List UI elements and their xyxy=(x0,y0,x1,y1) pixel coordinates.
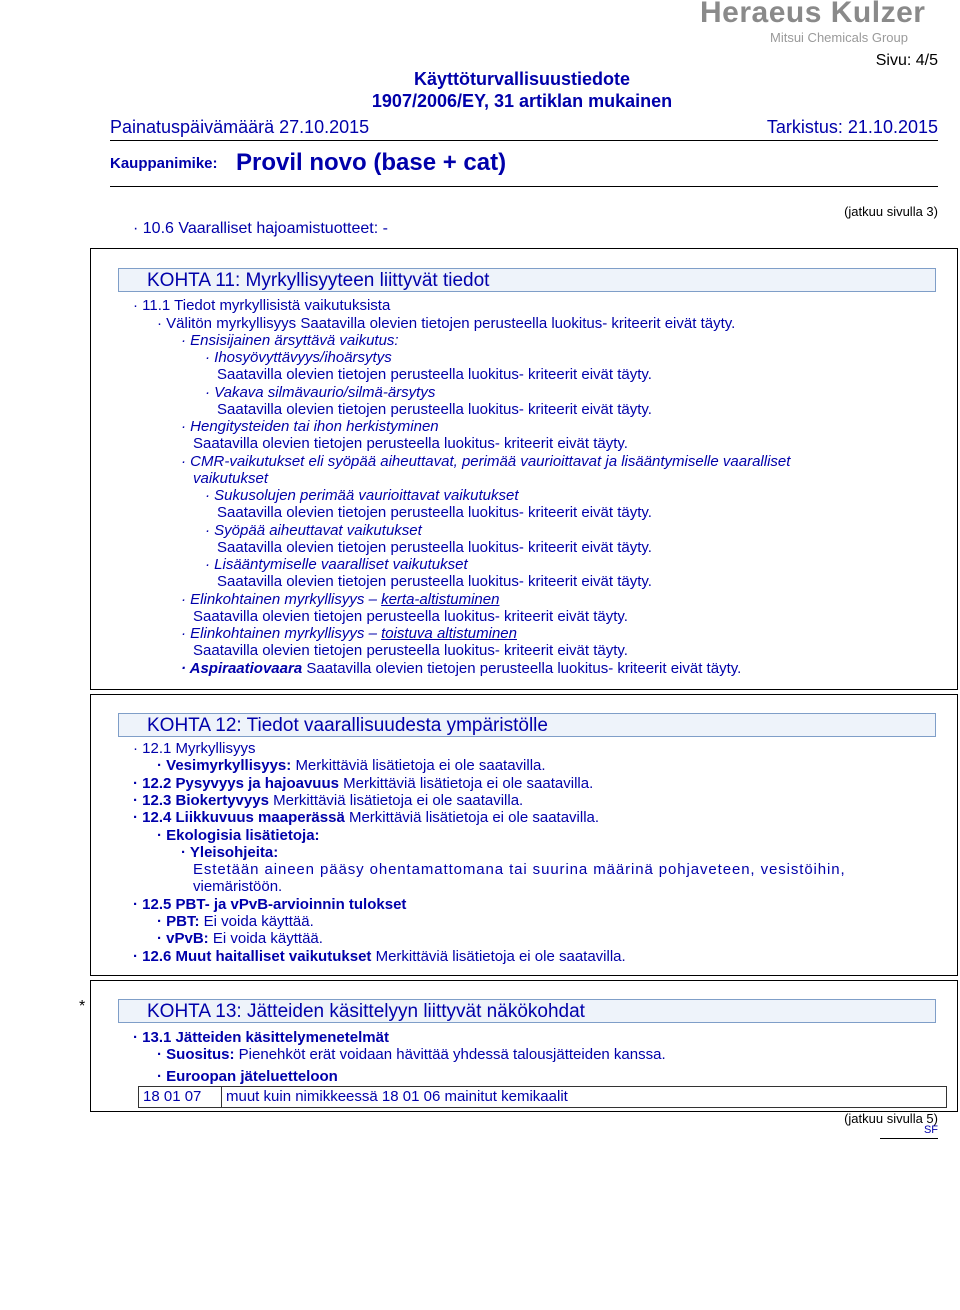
mobility-label: · 12.4 Liikkuvuus maaperässä xyxy=(133,809,345,826)
general-notes-label: · Yleisohjeita: xyxy=(181,844,279,861)
pbt-result xyxy=(157,913,314,930)
stot-single-text: Saatavilla olevien tietojen perusteella luokitus- kriteerit eivät täyty. xyxy=(193,608,628,625)
cmr-label-line2: vaikutukset xyxy=(193,470,269,487)
cmr-label-line1: · CMR-vaikutukset eli syöpää aiheuttavat, perimää vaurioittavat ja lisääntymiselle vaaralliset xyxy=(181,453,791,470)
company-logo-subtitle: Mitsui Chemicals Group xyxy=(770,30,908,45)
heading-12-3 xyxy=(133,792,523,809)
continued-from: (jatkuu sivulla 3) xyxy=(844,204,938,219)
change-marker: * xyxy=(79,998,86,1015)
mutagenicity-label: · Sukusolujen perimää vaurioittavat vaikutukset xyxy=(205,487,519,504)
aspiration-label: · Aspiraatiovaara xyxy=(181,660,303,677)
ecological-info-label: · Ekologisia lisätietoja: xyxy=(157,827,320,844)
mutagenicity-text: Saatavilla olevien tietojen perusteella luokitus- kriteerit eivät täyty. xyxy=(217,504,652,521)
recommendation-label: · Suositus: xyxy=(157,1046,235,1063)
other-effects-label: · 12.6 Muut haitalliset vaikutukset xyxy=(133,948,372,965)
continued-to: (jatkuu sivulla 5) xyxy=(844,1111,938,1126)
stot-single-label-b: kerta-altistuminen xyxy=(381,591,500,608)
skin-corrosion-text: Saatavilla olevien tietojen perusteella luokitus- kriteerit eivät täyty. xyxy=(217,366,652,383)
heading-12-5: · 12.5 PBT- ja vPvB-arvioinnin tulokset xyxy=(133,896,407,913)
acute-toxicity xyxy=(157,315,735,332)
stot-repeat-text: Saatavilla olevien tietojen perusteella luokitus- kriteerit eivät täyty. xyxy=(193,642,628,659)
section-11-title: KOHTA 11: Myrkyllisyyteen liittyvät tiedot xyxy=(118,268,936,292)
aspiration-text: Saatavilla olevien tietojen perusteella luokitus- kriteerit eivät täyty. xyxy=(306,660,742,677)
aquatic-toxicity xyxy=(157,757,546,774)
company-logo: Heraeus Kulzer xyxy=(700,0,926,29)
general-notes-text-2: viemäristöön. xyxy=(193,878,283,895)
document-subtitle: 1907/2006/EY, 31 artiklan mukainen xyxy=(371,91,673,111)
general-notes-text-1: Estetään aineen pääsy ohentamattomana tai suurina määrinä pohjaveteen, vesistöihin, xyxy=(193,861,846,878)
stot-single-label: · Elinkohtainen myrkyllisyys – kerta-altistuminen xyxy=(181,591,500,608)
skin-corrosion-label: · Ihosyövyttävyys/ihoärsytys xyxy=(205,349,392,366)
ewc-description: muut kuin nimikkeessä 18 01 06 mainitut kemikaalit xyxy=(222,1087,947,1108)
persistence-text: Merkittäviä lisätietoja ei ole saatavilla. xyxy=(343,775,594,792)
ewc-code: 18 01 07 xyxy=(139,1087,222,1108)
ewc-label: · Euroopan jäteluetteloon xyxy=(157,1068,338,1085)
eye-damage-text: Saatavilla olevien tietojen perusteella luokitus- kriteerit eivät täyty. xyxy=(217,401,652,418)
aquatic-text: Merkittäviä lisätietoja ei ole saatavilla. xyxy=(295,757,546,774)
trade-name-divider xyxy=(110,186,938,187)
trade-name-label: Kauppanimike: xyxy=(110,155,218,172)
eye-damage-label: · Vakava silmävaurio/silmä-ärsytys xyxy=(205,384,436,401)
print-date: Painatuspäivämäärä 27.10.2015 xyxy=(110,117,370,137)
acute-toxicity-label: · Välitön myrkyllisyys xyxy=(157,315,297,332)
section-10-6: · 10.6 Vaaralliset hajoamistuotteet: - xyxy=(133,220,388,237)
persistence-label: · 12.2 Pysyvyys ja hajoavuus xyxy=(133,775,339,792)
other-effects-text: Merkittäviä lisätietoja ei ole saatavilla. xyxy=(375,948,626,965)
table-row xyxy=(139,1087,947,1108)
aquatic-label: · Vesimyrkyllisyys: xyxy=(157,757,292,774)
pbt-label: · PBT: xyxy=(157,913,200,930)
revision-date: Tarkistus: 21.10.2015 xyxy=(766,117,938,137)
recommendation-text: Pienehköt erät voidaan hävittää yhdessä talousjätteiden kanssa. xyxy=(238,1046,666,1063)
acute-toxicity-text: Saatavilla olevien tietojen perusteella luokitus- kriteerit eivät täyty. xyxy=(300,315,736,332)
aspiration-hazard xyxy=(181,660,741,677)
document-title: Käyttöturvallisuustiedote xyxy=(413,69,631,89)
recommendation xyxy=(157,1046,666,1063)
sensitisation-label: · Hengitysteiden tai ihon herkistyminen xyxy=(181,418,439,435)
reproductive-toxicity-label: · Lisääntymiselle vaaralliset vaikutukset xyxy=(205,556,468,573)
language-code: SF xyxy=(923,1124,938,1136)
bioaccumulation-text: Merkittäviä lisätietoja ei ole saatavilla. xyxy=(273,792,524,809)
stot-repeat-label-b: toistuva altistuminen xyxy=(381,625,517,642)
carcinogenicity-text: Saatavilla olevien tietojen perusteella luokitus- kriteerit eivät täyty. xyxy=(217,539,652,556)
header-divider xyxy=(110,140,938,141)
stot-repeat-label-a: · Elinkohtainen myrkyllisyys xyxy=(181,625,369,642)
heading-12-1: · 12.1 Myrkyllisyys xyxy=(133,740,256,757)
footer-divider xyxy=(880,1138,938,1139)
vpvb-result xyxy=(157,930,323,947)
primary-irritant-label: · Ensisijainen ärsyttävä vaikutus: xyxy=(181,332,399,349)
stot-single-label-a: · Elinkohtainen myrkyllisyys xyxy=(181,591,369,608)
heading-12-4 xyxy=(133,809,599,826)
trade-name: Provil novo (base + cat) xyxy=(236,149,507,176)
mobility-text: Merkittäviä lisätietoja ei ole saatavilla. xyxy=(348,809,600,826)
reproductive-toxicity-text: Saatavilla olevien tietojen perusteella luokitus- kriteerit eivät täyty. xyxy=(217,573,652,590)
page-number: Sivu: 4/5 xyxy=(875,52,938,69)
sensitisation-text: Saatavilla olevien tietojen perusteella luokitus- kriteerit eivät täyty. xyxy=(193,435,628,452)
vpvb-value: Ei voida käyttää. xyxy=(212,930,323,947)
heading-13-1: · 13.1 Jätteiden käsittelymenetelmät xyxy=(133,1029,389,1046)
vpvb-label: · vPvB: xyxy=(157,930,209,947)
heading-12-6 xyxy=(133,948,626,965)
heading-11-1: · 11.1 Tiedot myrkyllisistä vaikutuksista xyxy=(133,297,391,314)
section-13-title: KOHTA 13: Jätteiden käsittelyyn liittyvät näkökohdat xyxy=(118,999,936,1023)
stot-repeat-label: · Elinkohtainen myrkyllisyys – toistuva altistuminen xyxy=(181,625,517,642)
carcinogenicity-label: · Syöpää aiheuttavat vaikutukset xyxy=(205,522,422,539)
section-12-title: KOHTA 12: Tiedot vaarallisuudesta ympäristölle xyxy=(118,713,936,737)
heading-12-2 xyxy=(133,775,593,792)
pbt-value: Ei voida käyttää. xyxy=(203,913,314,930)
ewc-table xyxy=(138,1086,947,1108)
bioaccumulation-label: · 12.3 Biokertyvyys xyxy=(133,792,269,809)
